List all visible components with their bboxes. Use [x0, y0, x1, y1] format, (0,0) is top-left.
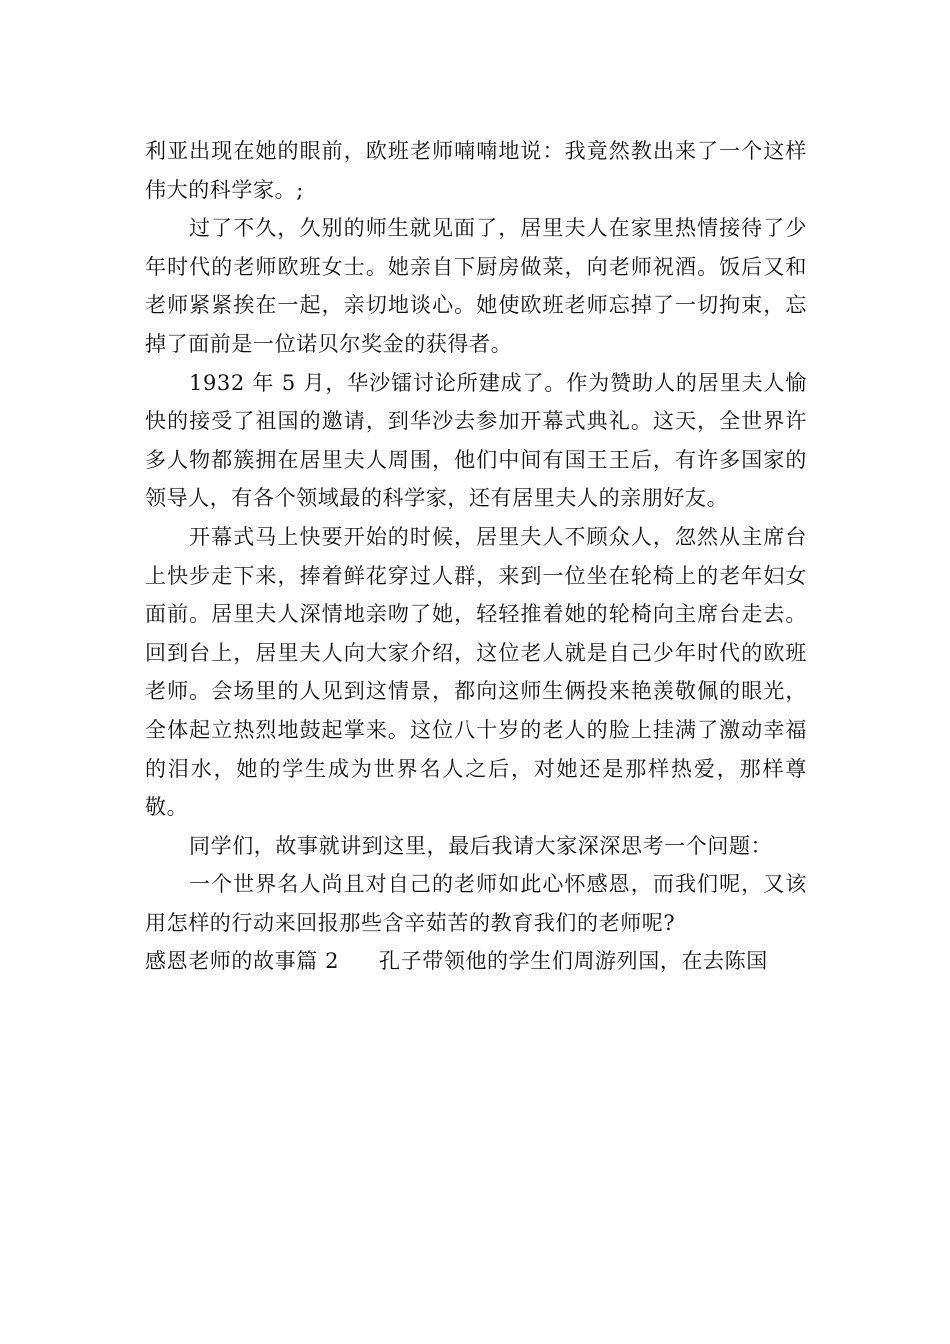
- paragraph-question: 一个世界名人尚且对自己的老师如此心怀感恩，而我们呢，又该用怎样的行动来回报那些含辛茹苦的教育我们的老师呢?: [145, 872, 807, 935]
- paragraph-students-address: 同学们，故事就讲到这里，最后我请大家深深思考一个问题：: [189, 833, 773, 858]
- document-body: [145, 132, 807, 981]
- paragraph-opening-ceremony: 开幕式马上快要开始的时候，居里夫人不顾众人，忽然从主席台上快步走下来，捧着鲜花穿过人群，来到一位坐在轮椅上的老年妇女面前。居里夫人深情地亲吻了她，轻轻推着她的轮椅向主席台走去。回到台上，居里夫人向大家介绍，这位老人就是自己少年时代的欧班老师。会场里的人见到这情景，都向这师生俩投来艳羡敬佩的眼光，全体起立热烈地鼓起掌来。这位八十岁的老人的脸上挂满了激动幸福的泪水，她的学生成为世界名人之后，对她还是那样热爱，那样尊敬。: [145, 524, 807, 820]
- paragraph-reunion: 过了不久，久别的师生就见面了，居里夫人在家里热情接待了少年时代的老师欧班女士。她亲自下厨房做菜，向老师祝酒。饭后又和老师紧紧挨在一起，亲切地谈心。她使欧班老师忘掉了一切拘束，忘掉了面前是一位诺贝尔奖金的获得者。: [145, 216, 807, 356]
- paragraph-continuation: 利亚出现在她的眼前，欧班老师喃喃地说：我竟然教出来了一个这样伟大的科学家。;: [145, 139, 807, 202]
- section-start-text: 孔子带领他的学生们周游列国，在去陈国: [379, 949, 768, 974]
- section-heading-line: [145, 942, 807, 981]
- section-title: 感恩老师的故事篇 2: [145, 949, 340, 974]
- paragraph-warsaw-institute: 1932 年 5 月，华沙镭讨论所建成了。作为赞助人的居里夫人愉快的接受了祖国的邀请，到华沙去参加开幕式典礼。这天，全世界许多人物都簇拥在居里夫人周围，他们中间有国王王后，有许多国家的领导人，有各个领域最的科学家，还有居里夫人的亲朋好友。: [145, 370, 807, 511]
